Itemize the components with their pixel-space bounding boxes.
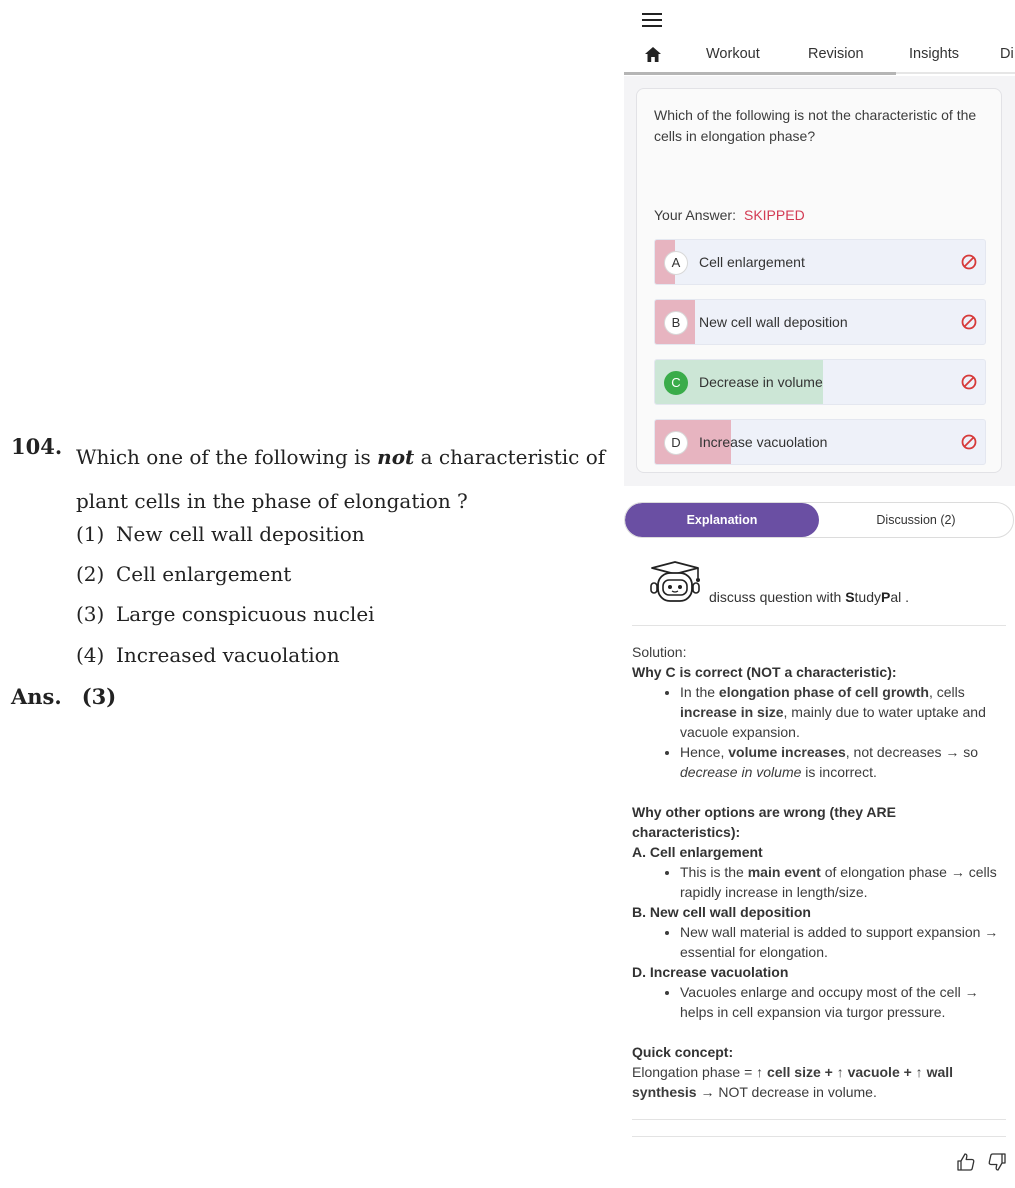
thumbs-up-icon[interactable] <box>956 1152 976 1172</box>
paper-option: (3) Large conspicuous nuclei <box>76 602 375 626</box>
why-c-list <box>632 682 1006 782</box>
app-pane <box>624 0 1015 1188</box>
option-letter-badge: C <box>664 371 688 395</box>
nav-tabs <box>624 38 1015 76</box>
option-d[interactable] <box>654 419 986 465</box>
studypal-bot-icon[interactable] <box>646 561 704 605</box>
option-letter-badge: D <box>664 431 688 455</box>
list-item: • In the elongation phase of cell growth, cells increase in size, mainly due to water uptake and vacuole expansion. <box>680 682 1006 742</box>
studypal-prompt[interactable]: discuss question with StudyPal . <box>709 589 910 605</box>
hamburger-menu-icon[interactable] <box>642 13 662 27</box>
tab-insights[interactable]: Insights <box>909 46 959 62</box>
paper-option: (4) Increased vacuolation <box>76 643 340 667</box>
question-text: Which of the following is not the characteristic of the cells in elongation phase? <box>654 107 977 144</box>
explanation-discussion-toggle <box>624 502 1014 538</box>
list-item: • Vacuoles enlarge and occupy most of the cell → helps in cell expansion via turgor pressure. <box>680 982 1006 1022</box>
blocked-icon <box>961 374 977 390</box>
option-label: New cell wall deposition <box>699 314 848 330</box>
home-icon[interactable] <box>645 47 661 62</box>
question-text: Which one of the following is not a characteristic of plant cells in the phase of elongation ? <box>76 445 606 513</box>
paper-option: (1) New cell wall deposition <box>76 522 365 546</box>
divider <box>632 625 1006 626</box>
discussion-tab[interactable]: Discussion (2) <box>876 513 956 527</box>
blocked-icon <box>961 434 977 450</box>
question-number: 104. <box>11 434 63 459</box>
option-a[interactable] <box>654 239 986 285</box>
option-letter-badge: B <box>664 311 688 335</box>
your-answer: Your Answer: SKIPPED <box>654 207 805 223</box>
quick-concept: Elongation phase = ↑ cell size + ↑ vacuole + ↑ wall synthesis → NOT decrease in volume. <box>632 1064 954 1100</box>
paper-option: (2) Cell enlargement <box>76 562 292 586</box>
paper-answer: Ans. (3) <box>11 684 117 709</box>
option-label: Decrease in volume <box>699 374 823 390</box>
option-c[interactable] <box>654 359 986 405</box>
blocked-icon <box>961 314 977 330</box>
tab-revision[interactable]: Revision <box>808 46 864 62</box>
option-label: Cell enlargement <box>699 254 805 270</box>
tab-indicator <box>624 72 896 75</box>
answer-status-badge: SKIPPED <box>743 207 805 223</box>
option-label: Increase vacuolation <box>699 434 828 450</box>
explanation-tab[interactable]: Explanation <box>625 503 819 537</box>
list-item: • Hence, volume increases, not decreases → so decrease in volume is incorrect. <box>680 742 1006 782</box>
question-emphasis: not <box>377 445 415 469</box>
tab-workout[interactable]: Workout <box>706 46 760 62</box>
blocked-icon <box>961 254 977 270</box>
thumbs-down-icon[interactable] <box>987 1152 1007 1172</box>
option-letter-badge: A <box>664 251 688 275</box>
question-card <box>636 88 1002 473</box>
divider <box>632 1119 1006 1120</box>
list-item: • This is the main event of elongation phase → cells rapidly increase in length/size. <box>680 862 1006 902</box>
tab-partial[interactable]: Di <box>1000 46 1014 62</box>
solution-text: Solution: Why C is correct (NOT a characteristic): • In the elongation phase of cell growth, cells increase in size, mainly due to water uptake and vacuole expansion. • Hence, volume increases, not decreases → so decrease in volume is incorrect. Why other options are wrong (they ARE characteristics): A. Cell enlargement • This is the main event of elongation phase → cells rapidly increase in length/size. B. New cell wall deposition • New wall material is added to support expansion → essential for elongation. D. Increase vacuolation • Vacuoles enlarge and occupy most of the cell → helps in cell expansion via turgor pressure. Quick concept: Elongation phase = ↑ cell size + ↑ vacuole + ↑ wall synthesis → NOT decrease in volume. <box>632 642 1006 1102</box>
list-item: • New wall material is added to support expansion → essential for elongation. <box>680 922 1006 962</box>
divider <box>632 1136 1006 1137</box>
option-b[interactable] <box>654 299 986 345</box>
